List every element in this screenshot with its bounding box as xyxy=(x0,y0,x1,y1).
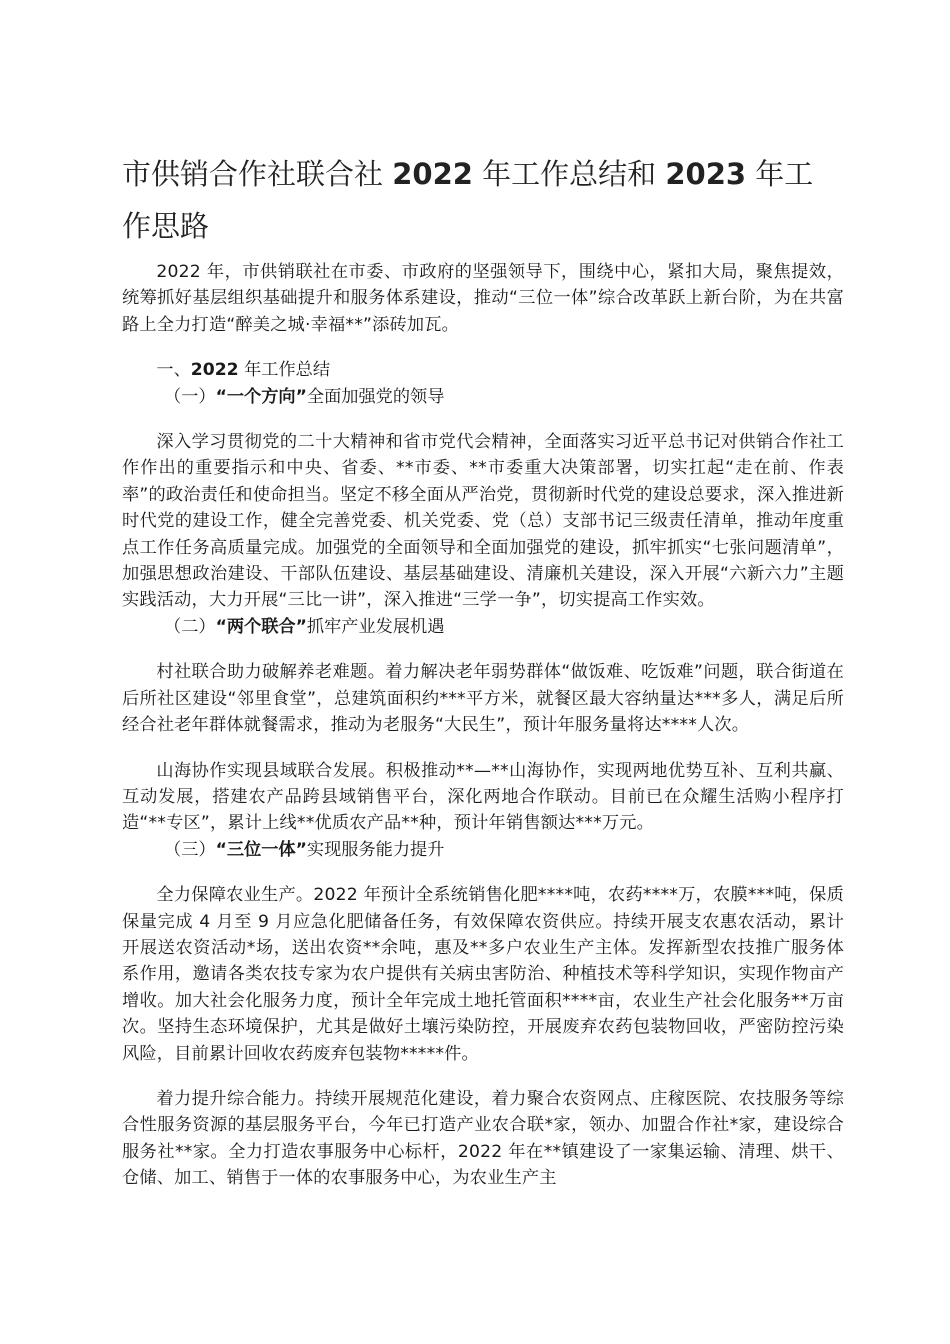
subsection-2-prefix: （二） xyxy=(164,616,216,637)
document-body xyxy=(122,259,844,1192)
subsection-3-keyword: “三位一体” xyxy=(215,839,307,860)
section-1-suffix: 年工作总结 xyxy=(238,360,331,381)
section-1-prefix: 一、 xyxy=(156,360,191,381)
title-part-2: 年工作总结和 xyxy=(472,157,666,191)
title-year-2: 2023 xyxy=(665,157,747,191)
subsection-1-suffix: 全面加强党的领导 xyxy=(306,386,445,407)
paragraph-party-leadership: 深入学习贯彻党的二十大精神和省市党代会精神，全面落实习近平总书记对供销合作社工作作出的重要指示和中央、省委、**市委、**市委重大决策部署，切实扛起“走在前、作表率”的政治责任和使命担当。坚定不移全面从严治党，贯彻新时代党的建设总要求，深入推进新时代党的建设工作，健全完善党委、机关党委、党（总）支部书记三级责任清单，推动年度重点工作任务高质量完成。加强党的全面领导和全面加强党的建设，抓牢抓实“七张问题清单”，加强思想政治建设、干部队伍建设、基层基础建设、清廉机关建设，深入开展“六新六力”主题实践活动，大力开展“三比一讲”，深入推进“三学一争”，切实提高工作实效。 xyxy=(122,432,844,611)
subsection-1-prefix: （一） xyxy=(164,386,216,407)
subsection-heading-3 xyxy=(122,837,844,863)
paragraph-mountain-sea-cooperation: 山海协作实现县域联合发展。积极推动**—**山海协作，实现两地优势互补、互利共赢、互动发展，搭建农产品跨县域销售平台，深化两地合作联动。目前已在众耀生活购小程序打造“**专区”，累计上线**优质农产品**种，预计年销售额达***万元。 xyxy=(122,760,844,834)
intro-paragraph: 2022 年，市供销联社在市委、市政府的坚强领导下，围绕中心，紧扣大局，聚焦提效，统筹抓好基层组织基础提升和服务体系建设，推动“三位一体”综合改革跃上新台阶，为在共富路上全力打造“醉美之城·幸福**”添砖加瓦。 xyxy=(122,262,844,335)
paragraph-elderly-care: 村社联合助力破解养老难题。着力解决老年弱势群体“做饭难、吃饭难”问题，联合街道在后所社区建设“邻里食堂”，总建筑面积约***平方米，就餐区最大容纳量达***多人，满足后所经合社老年群体就餐需求，推动为老服务“大民生”，预计年服务量将达****人次。 xyxy=(122,662,844,736)
section-heading-1 xyxy=(122,357,844,383)
subsection-2-suffix: 抓牢产业发展机遇 xyxy=(306,616,445,637)
title-part-3: 年工作思路 xyxy=(122,157,814,243)
subsection-heading-2 xyxy=(122,614,844,640)
title-part-1: 市供销合作社联合社 xyxy=(122,157,393,191)
document-title xyxy=(122,148,842,252)
subsection-3-prefix: （三） xyxy=(164,839,216,860)
subsection-1-keyword: “一个方向” xyxy=(215,386,307,407)
subsection-3-suffix: 实现服务能力提升 xyxy=(306,839,445,860)
paragraph-comprehensive-capacity: 着力提升综合能力。持续开展规范化建设，着力聚合农资网点、庄稼医院、农技服务等综合性服务资源的基层服务平台，今年已打造产业农合联*家，领办、加盟合作社*家，建设综合服务社**家。全力打造农事服务中心标杆，2022 年在**镇建设了一家集运输、清理、烘干、仓储、加工、销售于一体的农事服务中心，为农业生产主 xyxy=(122,1088,844,1189)
paragraph-agricultural-production: 全力保障农业生产。2022 年预计全系统销售化肥****吨，农药****万，农膜***吨，保质保量完成 4 月至 9 月应急化肥储备任务，有效保障农资供应。持续开展支农惠农活动，累计开展送农资活动*场，送出农资**余吨，惠及**多户农业生产主体。发挥新型农技推广服务体系作用，邀请各类农技专家为农户提供有关病虫害防治、种植技术等科学知识，实现作物亩产增收。加大社会化服务力度，预计全年完成土地托管面积****亩，农业生产社会化服务**万亩次。坚持生态环境保护，尤其是做好土壤污染防控，开展废弃农药包装物回收，严密防控污染风险，目前累计回收农药废弃包装物*****件。 xyxy=(122,885,844,1064)
subsection-heading-1 xyxy=(122,384,844,410)
subsection-2-keyword: “两个联合” xyxy=(215,616,307,637)
title-year-1: 2022 xyxy=(392,157,473,191)
section-1-year: 2022 xyxy=(190,360,239,381)
